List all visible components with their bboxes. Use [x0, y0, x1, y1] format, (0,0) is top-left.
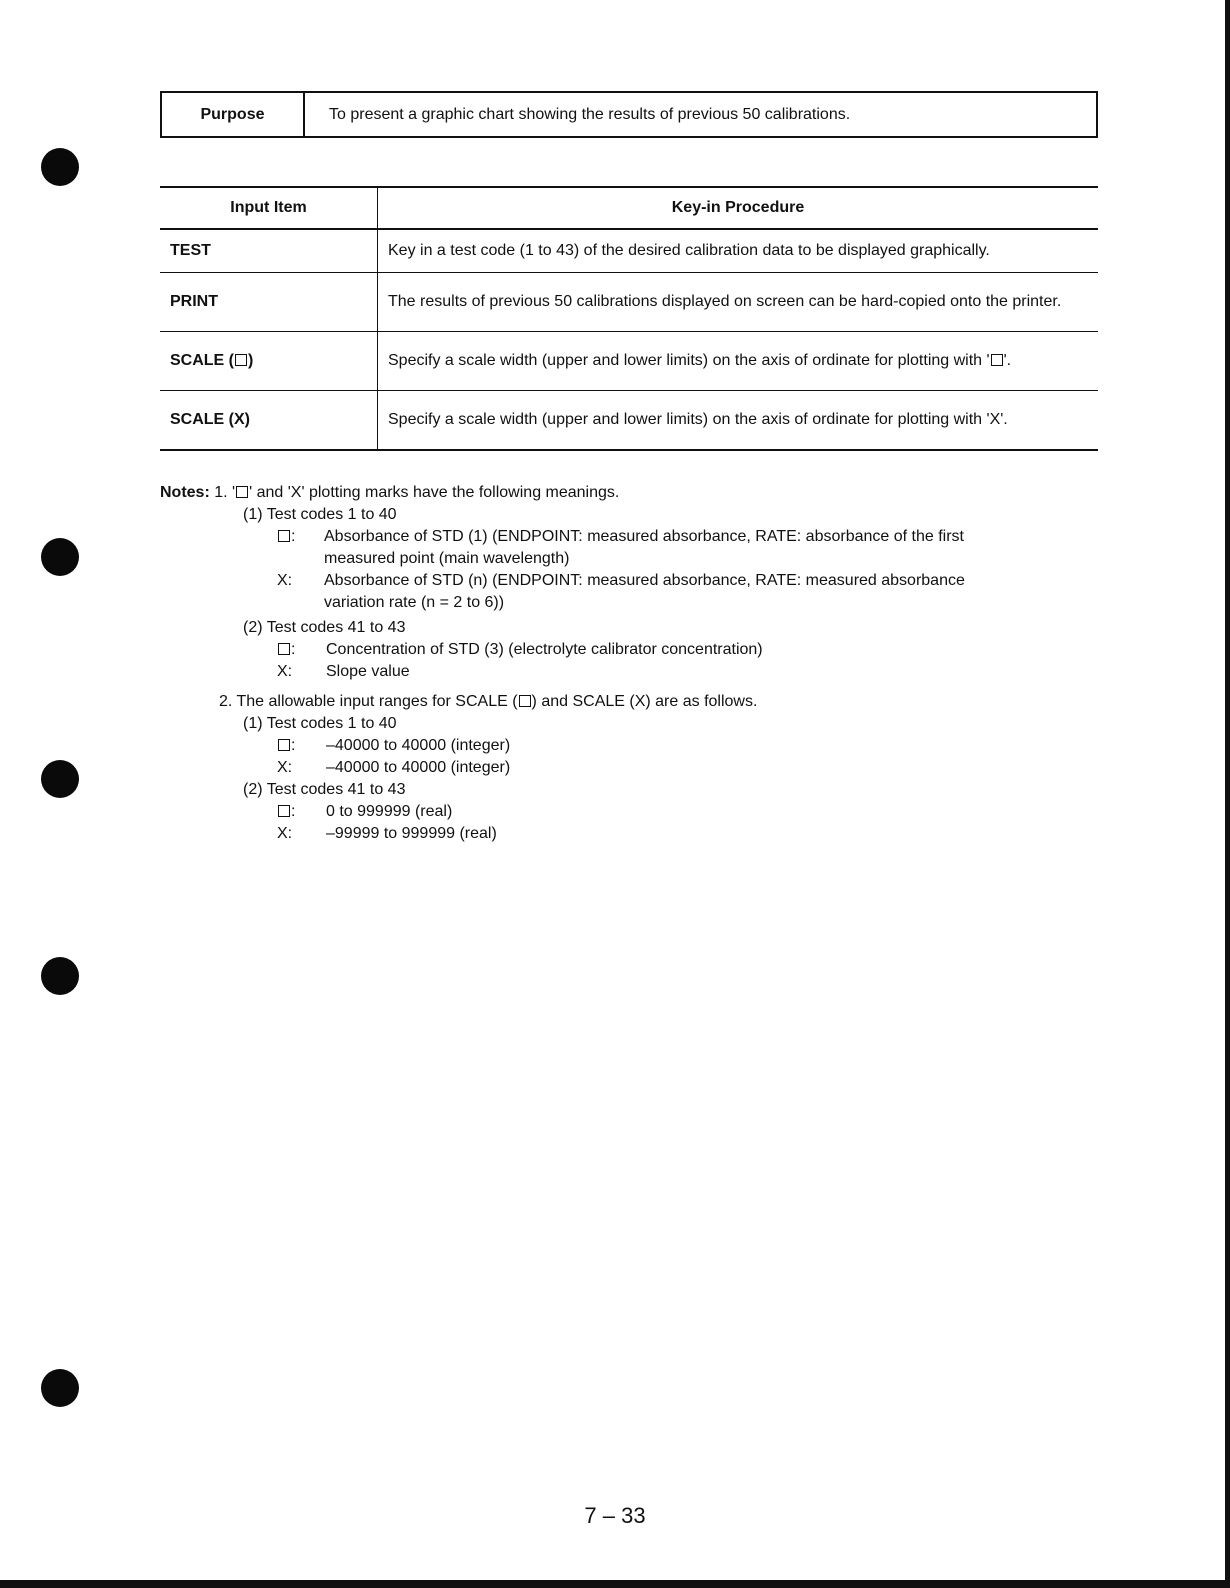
purpose-label: Purpose [162, 93, 305, 136]
x-mark-label: X: [277, 825, 293, 842]
square-mark-label [277, 639, 295, 661]
definition-text: measured point (main wavelength) [324, 550, 570, 567]
notes-label [160, 482, 619, 504]
colon: : [291, 803, 296, 820]
row-item [160, 332, 378, 391]
square-mark-label [277, 801, 295, 823]
purpose-table [160, 91, 1098, 138]
table-header-row [160, 187, 1098, 229]
subnote-heading [243, 779, 405, 801]
binder-hole [41, 957, 79, 995]
subnote-title: Test codes 41 to 43 [266, 619, 406, 636]
binder-hole [41, 1369, 79, 1407]
definition-text: variation rate (n = 2 to 6)) [324, 594, 505, 611]
header-input-item: Input Item [160, 187, 378, 229]
square-mark-icon [235, 354, 247, 366]
subnote-title: Test codes 1 to 40 [266, 506, 397, 523]
colon: : [291, 528, 296, 545]
subnote-title: Test codes 1 to 40 [266, 715, 397, 732]
subnote-number: (2) [243, 619, 263, 636]
square-mark-icon [278, 805, 290, 817]
note-number: 1. [214, 484, 228, 501]
row-item-suffix: ) [248, 352, 254, 369]
binder-hole [41, 538, 79, 576]
table-row [160, 229, 1098, 273]
definition-text: Concentration of STD (3) (electrolyte calibrator concentration) [326, 641, 763, 658]
purpose-text: To present a graphic chart showing the results of previous 50 calibrations. [329, 105, 851, 123]
range-text: –40000 to 40000 (integer) [326, 759, 511, 776]
subnote-heading [243, 713, 397, 735]
square-mark-label [277, 735, 295, 757]
subnote-number: (1) [243, 506, 263, 523]
range-text: –99999 to 999999 (real) [326, 825, 497, 842]
note-text: The allowable input ranges for SCALE ( [236, 693, 518, 710]
page-edge-right [1225, 0, 1230, 1588]
square-mark-icon [278, 530, 290, 542]
subnote-number: (2) [243, 781, 263, 798]
x-mark-label: X: [277, 759, 293, 776]
subnote-heading [243, 617, 405, 639]
note-number: 2. [219, 693, 233, 710]
square-mark-label [277, 526, 295, 548]
subnote-title: Test codes 41 to 43 [266, 781, 406, 798]
subnote-heading [243, 504, 397, 526]
row-procedure-suffix: '. [1003, 352, 1012, 369]
table-row [160, 273, 1098, 332]
subnote-number: (1) [243, 715, 263, 732]
header-key-in-procedure: Key-in Procedure [671, 199, 805, 216]
range-text: 0 to 999999 (real) [326, 803, 453, 820]
page-number: 7 – 33 [584, 1503, 646, 1528]
colon: : [291, 737, 296, 754]
row-item-prefix: SCALE ( [170, 352, 234, 369]
definition-text: Absorbance of STD (n) (ENDPOINT: measured absorbance, RATE: measured absorbance [324, 572, 965, 589]
row-item: PRINT [160, 273, 378, 332]
row-procedure: Specify a scale width (upper and lower limits) on the axis of ordinate for plotting with 'X'. [388, 411, 1008, 428]
square-mark-icon [278, 739, 290, 751]
colon: : [291, 641, 296, 658]
row-item: SCALE (X) [160, 391, 378, 451]
note-text: ) and SCALE (X) are as follows. [531, 693, 758, 710]
table-row [160, 391, 1098, 451]
notes-heading: Notes: [160, 484, 210, 501]
note-2 [219, 691, 757, 713]
row-procedure-prefix: Specify a scale width (upper and lower limits) on the axis of ordinate for plotting with ' [388, 352, 990, 369]
square-mark-icon [519, 695, 531, 707]
square-mark-icon [991, 354, 1003, 366]
x-mark-label: X: [277, 663, 293, 680]
row-procedure: The results of previous 50 calibrations displayed on screen can be hard-copied onto the printer. [388, 293, 1062, 310]
table-row [160, 332, 1098, 391]
row-item: TEST [160, 229, 378, 273]
range-text: –40000 to 40000 (integer) [326, 737, 511, 754]
binder-hole [41, 760, 79, 798]
x-mark-label: X: [277, 572, 293, 589]
note-text: ' and 'X' plotting marks have the following meanings. [249, 484, 620, 501]
page-edge-bottom [0, 1580, 1230, 1588]
input-table [160, 186, 1098, 451]
note-open-quote: ' [232, 484, 236, 501]
binder-hole [41, 148, 79, 186]
square-mark-icon [278, 643, 290, 655]
definition-text: Slope value [326, 663, 410, 680]
row-procedure [378, 332, 1099, 391]
row-procedure: Key in a test code (1 to 43) of the desired calibration data to be displayed graphically. [388, 242, 990, 259]
definition-text: Absorbance of STD (1) (ENDPOINT: measured absorbance, RATE: absorbance of the first [324, 528, 964, 545]
square-mark-icon [236, 486, 248, 498]
